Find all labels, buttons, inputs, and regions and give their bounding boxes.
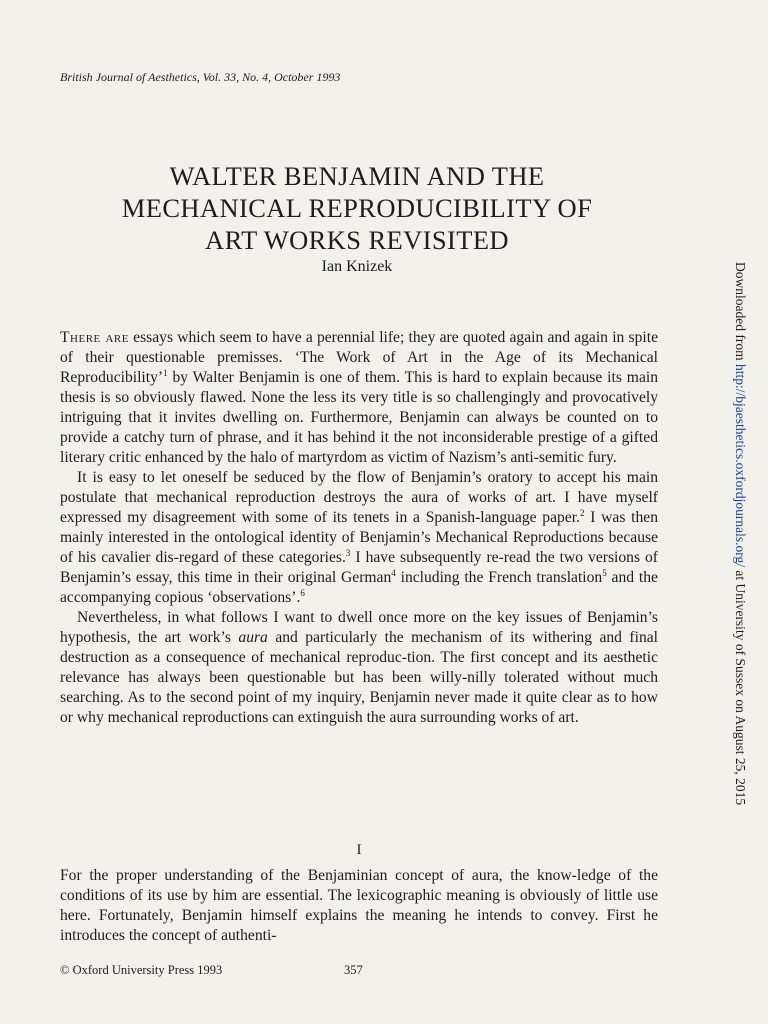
paragraph: [60, 608, 658, 728]
title-line: ART WORKS REVISITED: [205, 225, 509, 255]
footnote-ref[interactable]: 5: [602, 567, 607, 578]
copyright-notice: © Oxford University Press 1993: [60, 963, 223, 977]
paragraph-text: and the accompanying copious ‘observations’.: [60, 569, 658, 606]
footnote-ref[interactable]: 6: [300, 587, 305, 598]
paragraph-text: It is easy to let oneself be seduced by the flow of Benjamin’s oratory to accept his main postulate that mechanical reproduction destroys the aura of works of art. I have myself expressed my disagreement with some of its tenets in a Spanish-language paper.: [60, 469, 658, 526]
paragraph-text: I have subsequently re-read the two versions of Benjamin’s essay, this time in their original German: [60, 549, 658, 586]
article-title: [60, 160, 654, 256]
section-body: [60, 866, 658, 946]
emphasis: aura: [238, 629, 268, 646]
journal-citation: British Journal of Aesthetics, Vol. 33, No. 4, October 1993: [60, 70, 341, 84]
paragraph: For the proper understanding of the Benjaminian concept of aura, the know-ledge of the conditions of its use by him are essential. The lexicographic meaning is obviously of little use here. Fortunately, Benjamin himself explains the meaning he intends to convey. First he introduces the concept of authenti-: [60, 867, 658, 944]
paragraph-text: and particularly the mechanism of its withering and final destruction as a consequence of mechanical reproduc-tion. The first concept and its aesthetic relevance has always been questionable but has been willy-nilly tolerated without much searching. As to the second point of my inquiry, Benjamin never made it quite clear as to how or why mechanical reproductions can extinguish the aura surrounding works of art.: [60, 629, 658, 726]
paragraph: [60, 468, 658, 608]
paragraph-text: essays which seem to have a perennial life; they are quoted again and again in spite of their questionable premisses. ‘The Work of Art in the Age of its Mechanical Reproducibility’: [60, 329, 658, 386]
watermark-suffix: at University of Sussex on August 25, 2015: [733, 566, 748, 806]
title-line: WALTER BENJAMIN AND THE: [169, 161, 545, 191]
title-line: MECHANICAL REPRODUCIBILITY OF: [121, 193, 593, 223]
author-name: Ian Knizek: [321, 258, 393, 275]
paragraph-text: Nevertheless, in what follows I want to dwell once more on the key issues of Benjamin’s hypothesis, the art work’s: [60, 609, 658, 646]
page-number: 357: [344, 963, 363, 977]
paragraph-text: including the French translation: [395, 569, 603, 586]
paragraph-text: by Walter Benjamin is one of them. This is hard to explain because its main thesis is so obviously flawed. None the less its very title is so challengingly and provocatively intriguing that it invites dwelling on. Furthermore, Benjamin can always be counted on to provide a catchy turn of phrase, and it has behind it the not inconsiderable prestige of a gifted literary critic enhanced by the halo of martyrdom as victim of Nazism’s anti-semitic fury.: [60, 369, 658, 466]
paragraph-text: I was then mainly interested in the ontological identity of Benjamin’s Mechanical Reproductions because of his cavalier dis-regard of these categories.: [60, 509, 658, 566]
footnote-ref[interactable]: 4: [391, 567, 396, 578]
journal-link[interactable]: http://bjaesthetics.oxfordjournals.org/: [733, 363, 748, 567]
section-heading: I: [356, 842, 362, 858]
paragraph: [60, 328, 658, 468]
footnote-ref[interactable]: 3: [345, 547, 351, 558]
lead-in: There are: [60, 329, 129, 346]
footnote-ref[interactable]: 1: [163, 367, 168, 378]
watermark-prefix: Downloaded from: [733, 262, 748, 364]
download-watermark: [732, 262, 748, 805]
article-body: [60, 328, 658, 728]
footnote-ref[interactable]: 2: [579, 507, 585, 518]
